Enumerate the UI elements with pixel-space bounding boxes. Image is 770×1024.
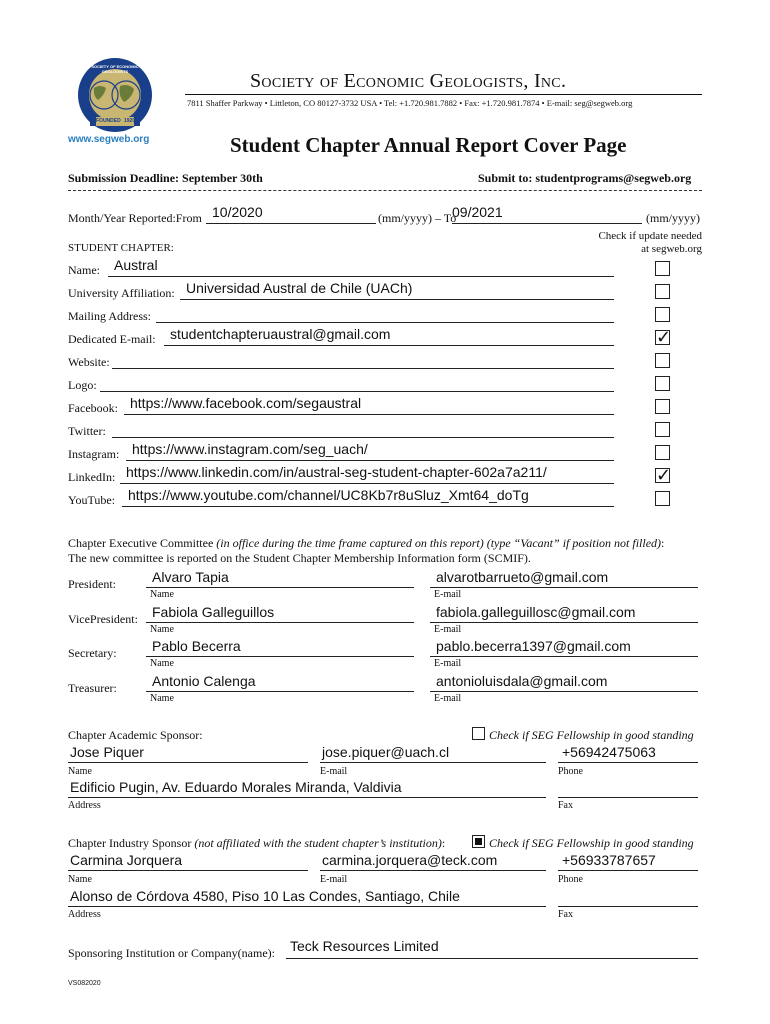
academic-email-caption: E-mail <box>320 766 348 777</box>
industry-label-suffix: : <box>441 836 446 850</box>
committee-email-line <box>430 622 698 623</box>
industry-email-caption: E-mail <box>320 874 348 885</box>
student-chapter-heading: STUDENT CHAPTER: <box>68 242 174 254</box>
period-to-input[interactable]: 09/2021 <box>452 204 503 220</box>
academic-name-caption: Name <box>68 766 92 777</box>
industry-label-italic: (not affiliated with the student chapter’s institution) <box>194 836 442 850</box>
update-checkbox[interactable] <box>655 284 670 299</box>
check-update-header: Check if update needed at segweb.org <box>598 230 702 255</box>
field-label: Name: <box>68 263 100 277</box>
period-mid-label: (mm/yyyy) – To <box>378 211 457 225</box>
field-input[interactable]: https://www.facebook.com/segaustral <box>130 395 362 411</box>
industry-fax-line <box>558 906 698 907</box>
industry-name-line <box>68 870 308 871</box>
period-to-line <box>452 223 642 224</box>
field-underline <box>100 391 614 392</box>
field-label: Facebook: <box>68 401 118 415</box>
website-link[interactable]: www.segweb.org <box>68 134 150 145</box>
field-underline <box>120 483 614 484</box>
field-underline <box>112 368 614 369</box>
update-checkbox[interactable] <box>655 491 670 506</box>
update-checkbox[interactable] <box>655 399 670 414</box>
committee-email-caption: E-mail <box>434 589 462 600</box>
committee-role: Treasurer: <box>68 681 117 695</box>
committee-name-input[interactable]: Pablo Becerra <box>152 638 241 654</box>
industry-name-caption: Name <box>68 874 92 885</box>
update-checkbox[interactable] <box>655 307 670 322</box>
academic-name-line <box>68 762 308 763</box>
filled-square-icon <box>475 838 482 845</box>
field-label: YouTube: <box>68 493 116 507</box>
update-checkbox[interactable] <box>655 422 670 437</box>
period-end-label: (mm/yyyy) <box>646 211 700 225</box>
committee-email-caption: E-mail <box>434 693 462 704</box>
update-checkbox[interactable] <box>655 327 672 348</box>
industry-name-input[interactable]: Carmina Jorquera <box>70 852 183 868</box>
committee-name-line <box>146 587 414 588</box>
footer-code: VS082020 <box>68 980 101 987</box>
org-address: 7811 Shaffer Parkway • Littleton, CO 80127-3732 USA • Tel: +1.720.981.7882 • Fax: +1.720.981.7874 • E-mail: seg@segweb.org <box>187 98 633 108</box>
committee-intro-line2: The new committee is reported on the Student Chapter Membership Information form (SCMIF). <box>68 551 531 565</box>
industry-address-input[interactable]: Alonso de Córdova 4580, Piso 10 Las Condes, Santiago, Chile <box>70 888 460 904</box>
submission-deadline: Submission Deadline: September 30th <box>68 171 263 185</box>
committee-email-line <box>430 656 698 657</box>
academic-name-input[interactable]: Jose Piquer <box>70 744 144 760</box>
industry-sponsor-label <box>68 836 445 851</box>
committee-email-input[interactable]: fabiola.galleguillosc@gmail.com <box>436 604 636 620</box>
seg-logo <box>60 58 170 138</box>
sponsoring-line <box>286 958 698 959</box>
period-from-line <box>206 223 376 224</box>
industry-label-prefix: Chapter Industry Sponsor <box>68 836 195 850</box>
field-label: LinkedIn: <box>68 470 116 484</box>
field-underline <box>180 299 614 300</box>
committee-email-input[interactable]: alvarotbarrueto@gmail.com <box>436 569 609 585</box>
committee-name-line <box>146 691 414 692</box>
submit-to: Submit to: studentprograms@segweb.org <box>478 171 692 185</box>
industry-fax-caption: Fax <box>558 909 573 920</box>
field-label: Dedicated E-mail: <box>68 332 156 346</box>
academic-fellowship-checkbox[interactable] <box>472 727 485 740</box>
header-rule <box>185 94 702 95</box>
academic-sponsor-label: Chapter Academic Sponsor: <box>68 728 203 742</box>
committee-intro-suffix: : <box>661 536 665 550</box>
update-checkbox[interactable] <box>655 261 670 276</box>
field-label: Website: <box>68 355 110 369</box>
checkmark-icon: ✓ <box>656 465 672 486</box>
committee-name-caption: Name <box>150 658 174 669</box>
academic-fellowship-label: Check if SEG Fellowship in good standing <box>489 728 694 742</box>
committee-email-caption: E-mail <box>434 658 462 669</box>
field-input[interactable]: studentchapteruaustral@gmail.com <box>170 326 391 342</box>
academic-address-input[interactable]: Edificio Pugin, Av. Eduardo Morales Miranda, Valdivia <box>70 779 402 795</box>
field-underline <box>112 437 614 438</box>
industry-phone-input[interactable]: +56933787657 <box>562 852 656 868</box>
committee-name-input[interactable]: Antonio Calenga <box>152 673 256 689</box>
academic-phone-input[interactable]: +56942475063 <box>562 744 656 760</box>
committee-name-caption: Name <box>150 589 174 600</box>
update-checkbox[interactable] <box>655 353 670 368</box>
committee-intro-italic: (in office during the time frame captured on this report) (type “Vacant” if position not filled) <box>216 536 662 550</box>
field-underline <box>126 460 614 461</box>
field-input[interactable]: https://www.instagram.com/seg_uach/ <box>132 441 368 457</box>
industry-email-line <box>320 870 546 871</box>
industry-fellowship-label: Check if SEG Fellowship in good standing <box>489 836 694 850</box>
committee-role: VicePresident: <box>68 612 138 626</box>
field-underline <box>108 276 614 277</box>
academic-address-line <box>68 797 546 798</box>
page-title: Student Chapter Annual Report Cover Page <box>230 133 627 157</box>
field-underline <box>124 414 614 415</box>
field-underline <box>122 506 614 507</box>
academic-phone-line <box>558 762 698 763</box>
dashed-divider <box>68 190 702 191</box>
field-input[interactable]: Austral <box>114 257 158 273</box>
committee-name-line <box>146 622 414 623</box>
industry-phone-line <box>558 870 698 871</box>
update-checkbox[interactable] <box>655 376 670 391</box>
field-input[interactable]: https://www.linkedin.com/in/austral-seg-student-chapter-602a7a211/ <box>126 464 547 480</box>
industry-phone-caption: Phone <box>558 874 583 885</box>
update-checkbox[interactable] <box>655 465 672 486</box>
academic-phone-caption: Phone <box>558 766 583 777</box>
org-name: Society of Economic Geologists, Inc. <box>250 70 567 92</box>
academic-address-caption: Address <box>68 800 101 811</box>
committee-name-input[interactable]: Fabiola Galleguillos <box>152 604 275 620</box>
academic-email-input[interactable]: jose.piquer@uach.cl <box>322 744 450 760</box>
field-label: Twitter: <box>68 424 106 438</box>
field-input[interactable]: https://www.youtube.com/channel/UC8Kb7r8uSluz_Xmt64_doTg <box>128 487 529 503</box>
committee-email-line <box>430 691 698 692</box>
field-underline <box>156 322 614 323</box>
logo-ring-text: SOCIETY OF ECONOMIC GEOLOGISTS <box>91 64 139 74</box>
academic-fax-caption: Fax <box>558 800 573 811</box>
committee-name-caption: Name <box>150 624 174 635</box>
industry-fellowship-checkbox[interactable] <box>472 835 485 848</box>
field-label: Mailing Address: <box>68 309 151 323</box>
period-from-input[interactable]: 10/2020 <box>212 204 263 220</box>
checkmark-icon: ✓ <box>656 327 672 348</box>
field-label: University Affiliation: <box>68 286 175 300</box>
committee-email-input[interactable]: antonioluisdala@gmail.com <box>436 673 608 689</box>
committee-role: President: <box>68 577 116 591</box>
field-label: Instagram: <box>68 447 120 461</box>
field-input[interactable]: Universidad Austral de Chile (UACh) <box>186 280 413 296</box>
committee-role: Secretary: <box>68 646 117 660</box>
academic-fax-line <box>558 797 698 798</box>
committee-intro <box>68 536 664 551</box>
committee-email-line <box>430 587 698 588</box>
industry-address-caption: Address <box>68 909 101 920</box>
sponsoring-input[interactable]: Teck Resources Limited <box>290 938 439 954</box>
committee-name-input[interactable]: Alvaro Tapia <box>152 569 229 585</box>
sponsoring-label: Sponsoring Institution or Company(name): <box>68 946 275 960</box>
industry-email-input[interactable]: carmina.jorquera@teck.com <box>322 852 498 868</box>
update-checkbox[interactable] <box>655 445 670 460</box>
logo-year: 1920 <box>124 118 136 124</box>
committee-email-caption: E-mail <box>434 624 462 635</box>
logo-founded: FOUNDED <box>96 118 121 124</box>
period-from-label: Month/Year Reported:From <box>68 211 202 225</box>
field-label: Logo: <box>68 378 97 392</box>
academic-email-line <box>320 762 546 763</box>
committee-name-caption: Name <box>150 693 174 704</box>
committee-email-input[interactable]: pablo.becerra1397@gmail.com <box>436 638 631 654</box>
field-underline <box>164 345 614 346</box>
industry-address-line <box>68 906 546 907</box>
committee-name-line <box>146 656 414 657</box>
committee-intro-prefix: Chapter Executive Committee <box>68 536 217 550</box>
